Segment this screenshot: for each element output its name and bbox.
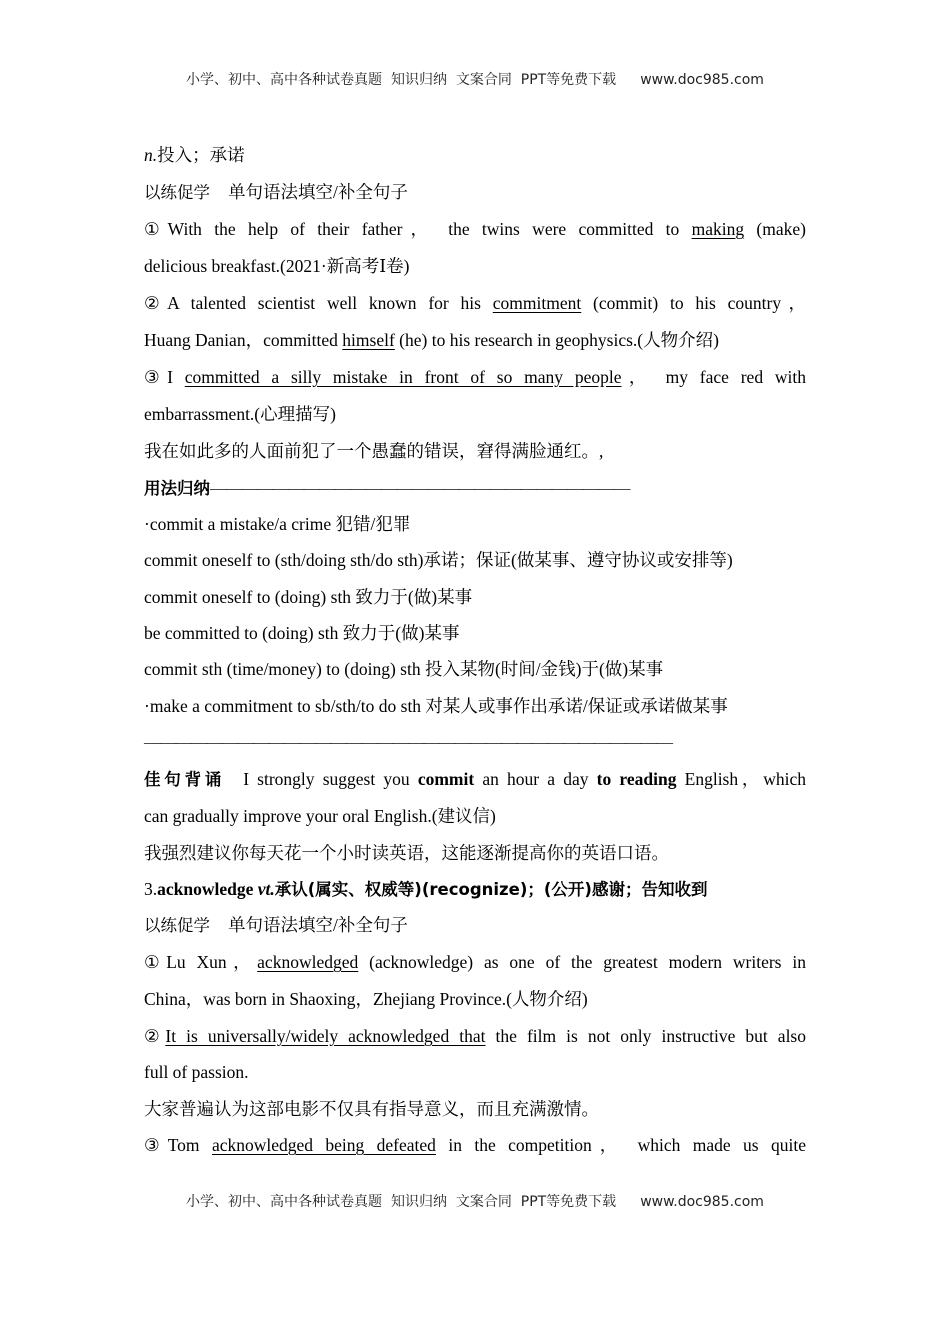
usage-heading xyxy=(144,476,806,501)
answer-blank: making xyxy=(691,219,745,239)
noun-meaning-line xyxy=(144,143,806,167)
commit-ex3-translation: 我在如此多的人面前犯了一个愚蠢的错误，窘得满脸通红。, xyxy=(144,441,604,461)
ack-ex2-translation: 大家普遍认为这部电影不仅具有指导意义，而且充满激情。 xyxy=(144,1099,599,1119)
end-rule: —————————————————————————————————— xyxy=(144,732,671,752)
header-text: 小学、初中、高中各种试卷真题 知识归纳 文案合同 PPT等免费下载 xyxy=(186,72,617,88)
practice-label: 以练促学 xyxy=(144,183,210,202)
answer-blank: It is universally/widely acknowledged that xyxy=(165,1026,486,1046)
commit-ex2-line2: Huang Danian，committed himself (he) to his research in geophysics.(人物介绍) xyxy=(144,330,719,350)
header-site: www.doc985.com xyxy=(640,72,764,88)
commit-ex1-line1: ①With the help of their father， the twins were committed to making (make) xyxy=(144,219,806,239)
answer-blank: himself xyxy=(342,330,395,350)
page-footer xyxy=(0,1191,950,1211)
commit-ex3-line2: embarrassment.(心理描写) xyxy=(144,404,336,424)
usage-item: ·make a commitment to sb/sth/to do sth 对某人或事作出承诺/保证或承诺做某事 xyxy=(144,696,728,716)
ack-ex1-line1: ①Lu Xun，acknowledged (acknowledge) as one of the greatest modern writers in xyxy=(144,952,806,972)
best-sentence-line2: can gradually improve your oral English.(建议信) xyxy=(144,806,496,826)
usage-item: be committed to (doing) sth 致力于(做)某事 xyxy=(144,623,460,643)
practice-desc: 单句语法填空/补全句子 xyxy=(228,182,408,202)
practice-heading-2 xyxy=(144,913,806,938)
commit-ex2-line1: ②A talented scientist well known for his commitment (commit) to his country， xyxy=(144,293,806,313)
answer-blank: acknowledged xyxy=(257,952,359,972)
ack-pos: vt. xyxy=(257,879,275,899)
usage-item: ·commit a mistake/a crime 犯错/犯罪 xyxy=(144,514,411,534)
pos-label: n. xyxy=(144,145,158,165)
answer-blank: commitment xyxy=(492,293,582,313)
page-header xyxy=(0,69,950,89)
footer-site: www.doc985.com xyxy=(640,1194,764,1210)
practice-label: 以练促学 xyxy=(144,916,210,935)
practice-heading xyxy=(144,180,806,205)
usage-rule: ——————————————————————————— xyxy=(210,478,629,498)
best-label: 佳句背诵 xyxy=(144,770,226,789)
answer-blank: committed a silly mistake in front of so many people xyxy=(184,367,622,387)
ack-word: acknowledge xyxy=(157,879,254,899)
commit-ex1-line2: delicious breakfast.(2021·新高考Ⅰ卷) xyxy=(144,256,410,276)
practice-desc: 单句语法填空/补全句子 xyxy=(228,915,408,935)
best-sentence-translation: 我强烈建议你每天花一个小时读英语，这能逐渐提高你的英语口语。 xyxy=(144,843,669,863)
usage-item: commit oneself to (doing) sth 致力于(做)某事 xyxy=(144,587,473,607)
usage-item: commit sth (time/money) to (doing) sth 投入某物(时间/金钱)于(做)某事 xyxy=(144,659,664,679)
footer-text: 小学、初中、高中各种试卷真题 知识归纳 文案合同 PPT等免费下载 xyxy=(186,1194,617,1210)
best-sentence-line1: 佳句背诵 I strongly suggest you commit an hour a day to reading English，which xyxy=(144,769,806,789)
ack-ex2-line2: full of passion. xyxy=(144,1062,249,1082)
ack-meaning: 承认(属实、权威等)(recognize)；(公开)感谢；告知收到 xyxy=(274,880,708,899)
usage-item: commit oneself to (sth/doing sth/do sth)承诺；保证(做某事、遵守协议或安排等) xyxy=(144,550,733,570)
ack-ex1-line2: China，was born in Shaoxing，Zhejiang Province.(人物介绍) xyxy=(144,989,588,1009)
ack-ex3-line1: ③Tom acknowledged being defeated in the competition， which made us quite xyxy=(144,1135,806,1155)
ack-heading: 3.acknowledge vt.承认(属实、权威等)(recognize)；(公开)感谢；告知收到 xyxy=(144,879,708,899)
usage-label: 用法归纳 xyxy=(144,479,210,498)
ack-ex2-line1: ②It is universally/widely acknowledged that the film is not only instructive but also xyxy=(144,1026,806,1046)
answer-blank: acknowledged being defeated xyxy=(211,1135,436,1155)
noun-meaning: 投入；承诺 xyxy=(157,145,245,165)
commit-ex3-line1: ③I committed a silly mistake in front of so many people， my face red with xyxy=(144,367,806,387)
